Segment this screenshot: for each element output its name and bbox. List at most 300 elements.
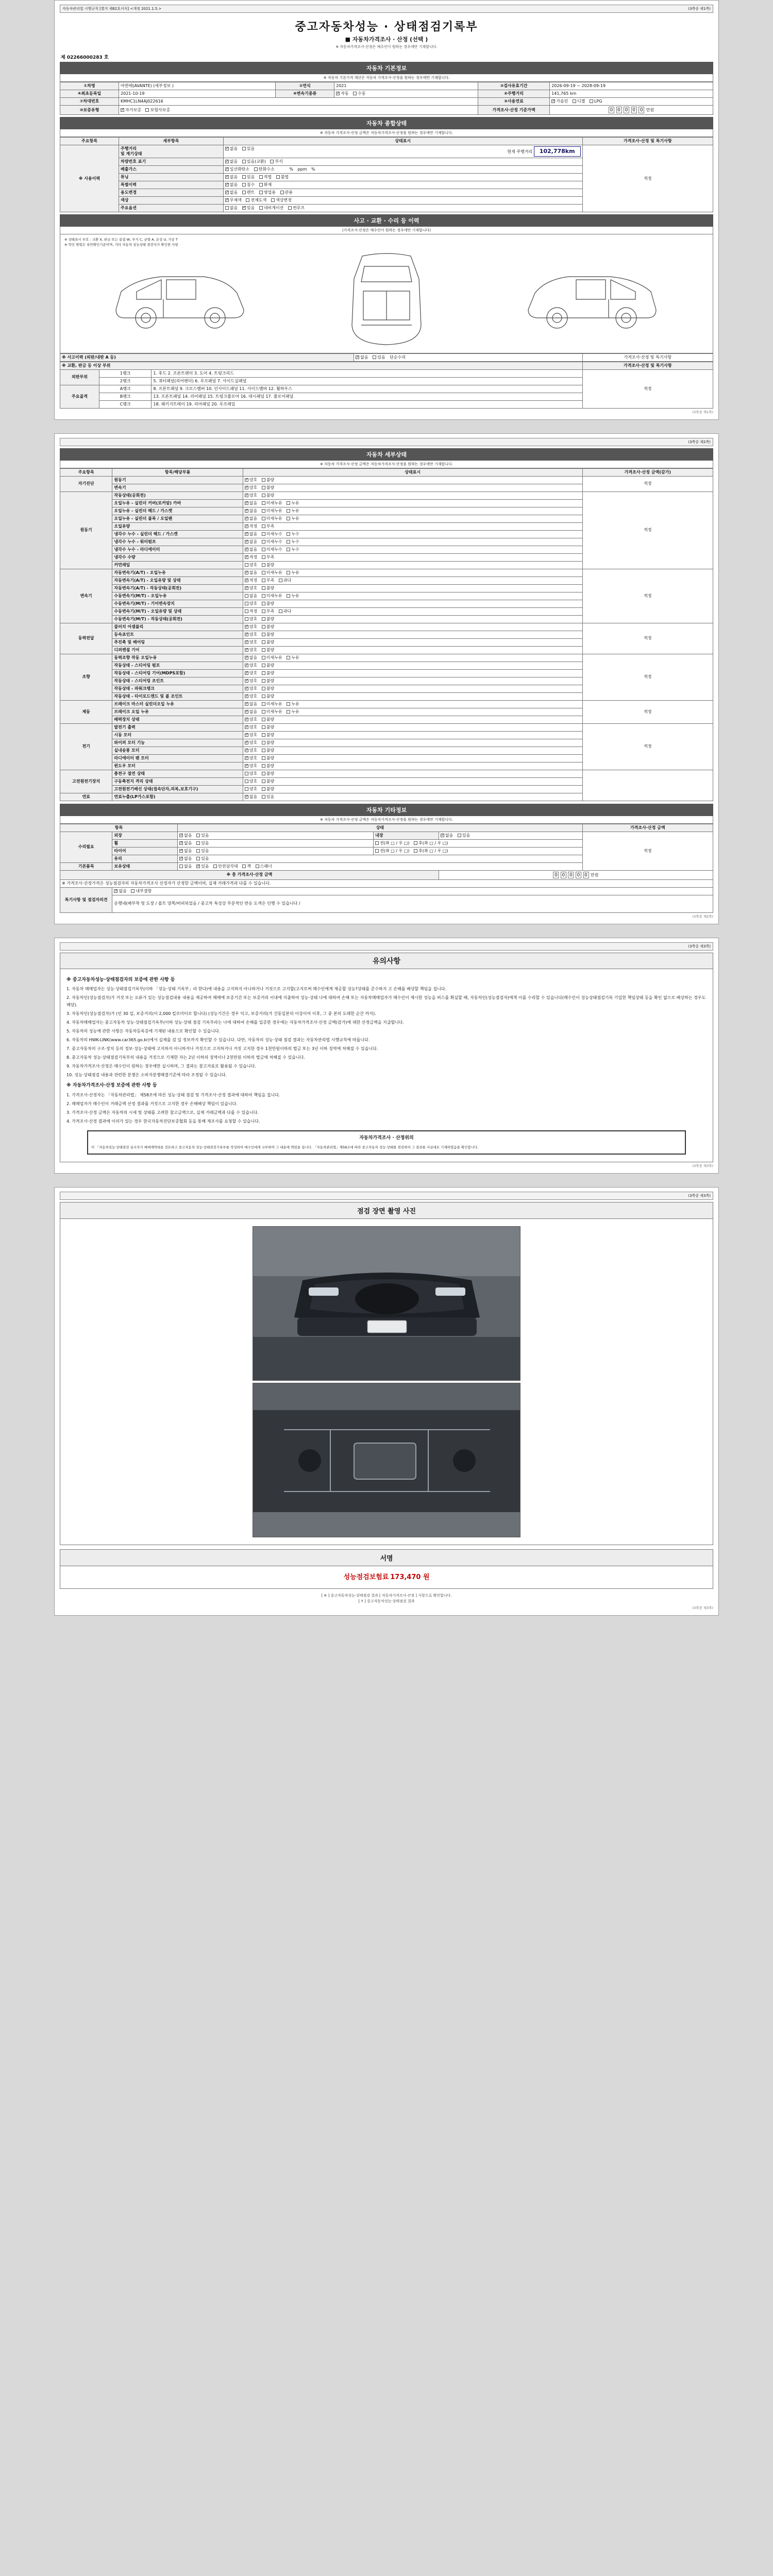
docno-value: 02266000283: [66, 55, 103, 60]
checkbox-fuel-leak-yes[interactable]: [262, 795, 265, 799]
checkbox-diff-ng[interactable]: [262, 648, 265, 652]
checkbox-wheel-rear[interactable]: [414, 841, 417, 845]
car-diagram-right-side-icon: [518, 248, 667, 346]
checkbox-hv-wiring-ok[interactable]: [245, 787, 248, 791]
value-car-name: 아반떼(AVANTE) (세부정보 ): [119, 82, 276, 90]
checkbox-at-leak-minor[interactable]: [262, 571, 265, 574]
checkbox-at-operation-ng[interactable]: [262, 586, 265, 590]
checkbox-fuel-gasoline[interactable]: [551, 99, 555, 103]
checkbox-accident-none[interactable]: [356, 355, 359, 359]
page-2-bottom-badge: (3쪽중 제2쪽): [692, 914, 713, 919]
checkbox-wheel-none[interactable]: [179, 841, 183, 845]
detail-item-1-4-label: 오일유량: [112, 522, 243, 530]
checkbox-use-official[interactable]: [280, 191, 284, 194]
checkbox-color-part[interactable]: [271, 198, 275, 202]
checkbox-use-rent[interactable]: [242, 191, 246, 194]
checkbox-cvjoint-ng[interactable]: [262, 633, 265, 636]
detail-item-1-3-state: ✓ 없음 미세누유 누유: [243, 515, 582, 522]
page-4-topbar: [60, 1192, 713, 1200]
detail-item-2-3-state: 없음 미세누유 누유: [243, 592, 582, 600]
inspection-insurance-fee-label: 성능점검보험료: [343, 1573, 389, 1581]
checkbox-booster-ng[interactable]: [262, 718, 265, 721]
checkbox-oilpan-none[interactable]: [245, 517, 248, 520]
notice-item-7: 8. 중고자동차 성능·상태점검기록부의 내용을 거짓으로 기재한 자는 2년 이하의 징역이나 2천만원 이하의 벌금에 처해질 수 있습니다.: [66, 1055, 305, 1060]
checkbox-wiper-ok[interactable]: [245, 741, 248, 744]
detail-item-6-1-label: 시동 모터: [112, 731, 243, 739]
page-number-4: (3쪽중 제3쪽): [688, 1193, 711, 1198]
checkbox-transmission-manual[interactable]: [353, 92, 357, 95]
checkbox-blower-ok[interactable]: [245, 749, 248, 752]
detail-adj-transmission: 적정: [582, 569, 713, 623]
checkbox-steerjoint-ng[interactable]: [262, 679, 265, 683]
checkbox-head-gasket-leak[interactable]: [287, 509, 290, 513]
detail-group-powertrain: 동력전달: [60, 623, 112, 654]
checkbox-hv-charge-ng[interactable]: [262, 772, 265, 775]
checkbox-color-full[interactable]: [246, 198, 249, 202]
checkbox-clutch-ng[interactable]: [262, 625, 265, 629]
page-3: [54, 938, 719, 1174]
etc-row-0-label: 외장: [112, 832, 178, 839]
checkbox-oil-level-ok[interactable]: [245, 524, 248, 528]
checkbox-special-note-none[interactable]: [114, 889, 117, 893]
checkbox-wheel-yes[interactable]: [196, 841, 200, 845]
detail-item-2-6-label: 수동변속기(M/T) - 작동상태(공회전): [112, 615, 243, 623]
checkbox-cvjoint-ok[interactable]: [245, 633, 248, 636]
label-vin: ⑦차대번호: [60, 98, 119, 106]
checkbox-tire-yes[interactable]: [196, 849, 200, 853]
checkbox-powercrank-ok[interactable]: [245, 687, 248, 690]
detail-item-4-2-state: ✓ 양호 불량: [243, 669, 582, 677]
checkbox-oilpan-minor[interactable]: [262, 517, 265, 520]
label-car-name: ①차명: [60, 82, 119, 90]
checkbox-radiatorfan-ng[interactable]: [262, 756, 265, 760]
checkbox-radiator-minor[interactable]: [262, 548, 265, 551]
page-number-2: (3쪽중 제2쪽): [688, 439, 711, 444]
checkbox-tire-none[interactable]: [179, 849, 183, 853]
checkbox-fuel-lpg[interactable]: [590, 99, 593, 103]
notice-item-0: 1. 자동차 매매업자는 성능·상태점검기록부(이하 「성능·상태 기록부」라 한다)에 내용을 고지하지 아니하거나 거짓으로 고지할(고지로써 매수인에게 제공할 성능?상태를 준수하지 고 손해를 배상할 책임을 집니다.: [66, 987, 447, 992]
checkbox-starter-ok[interactable]: [245, 733, 248, 737]
checkbox-radiator-none[interactable]: [245, 548, 248, 551]
checkbox-option-yes[interactable]: [242, 206, 246, 210]
signature-section-title: 서명: [60, 1549, 713, 1566]
checkbox-option-nav[interactable]: [259, 206, 263, 210]
transmission-auto-label: 자동: [341, 91, 349, 96]
detail-adj-powertrain: 적정: [582, 623, 713, 654]
notice-sub-item-2: 3. 가격조사·산정 금액은 자동차의 시세 및 상태를 고려한 참고금액으로, 실제 거래금액과 다를 수 있습니다.: [66, 1110, 259, 1115]
checkbox-at-leak-none[interactable]: [245, 571, 248, 574]
detail-item-4-0-label: 동력조향 작동 오일누유: [112, 654, 243, 662]
value-warranty: ✓ 자가보증 보험사보증: [119, 106, 478, 115]
value-vin: KMHC1LN4AJ022616: [119, 98, 478, 106]
value-mileage: 141,765 km: [550, 90, 713, 98]
checkbox-steerjoint-ok[interactable]: [245, 679, 248, 683]
checkbox-steergear-ok[interactable]: [245, 671, 248, 675]
checkbox-warranty-insurer[interactable]: [145, 108, 149, 112]
checkbox-brakeoil-none[interactable]: [245, 710, 248, 714]
detail-item-1-4-state: ✓ 적정 부족: [243, 522, 582, 530]
checkbox-powercrank-ng[interactable]: [262, 687, 265, 690]
checkbox-basic-none[interactable]: [179, 865, 183, 868]
checkbox-mt-leak-none[interactable]: [245, 594, 248, 598]
car-diagram-top-view-icon: [338, 248, 435, 351]
checkbox-fuel-diesel[interactable]: [573, 99, 576, 103]
detail-group-brake: 제동: [60, 700, 112, 723]
checkbox-warranty-self[interactable]: [121, 108, 124, 112]
detail-item-7-0-state: 양호 불량: [243, 770, 582, 777]
detail-item-1-5-state: ✓ 없음 미세누수 누수: [243, 530, 582, 538]
checkbox-tuning-none[interactable]: [225, 175, 229, 179]
page-4-bottom-badge: (3쪽중 제3쪽): [692, 1606, 713, 1611]
detail-item-6-1-state: ✓ 양호 불량: [243, 731, 582, 739]
checkbox-windowmotor-ok[interactable]: [245, 764, 248, 768]
notice-item-9: 10. 성능·상태점검 내용과 관련한 분쟁은 소비자분쟁해결기준에 따라 조정될 수 있습니다.: [66, 1073, 227, 1078]
checkbox-exterior-none[interactable]: [179, 834, 183, 837]
checkbox-selfdiag-trans-ok[interactable]: [245, 486, 248, 489]
detail-item-6-0-state: ✓ 양호 불량: [243, 723, 582, 731]
checkbox-head-gasket-minor[interactable]: [262, 509, 265, 513]
checkbox-coolant-level-low[interactable]: [262, 555, 265, 559]
notice-body: [60, 969, 713, 1162]
section-etc-header: 자동차 기타정보: [60, 804, 713, 816]
etc-total-value: [439, 870, 713, 879]
accident-adj-label: 가격조사·산정 및 특기사항: [582, 353, 713, 361]
overall-col-main: 주요항목: [60, 138, 119, 145]
detail-group-transmission: 변속기: [60, 569, 112, 623]
checkbox-brakeoil-minor[interactable]: [262, 710, 265, 714]
section-accident-subnote: (가격조사·산정은 매수인이 원하는 경우에만 기재합니다): [60, 227, 713, 234]
detail-item-3-1-label: 등속죠인트: [112, 631, 243, 638]
detail-item-2-5-state: 적정 부족 과다: [243, 607, 582, 615]
section-overall-state-subnote: ※ 자동차 가격조사·산정 금액은 자동차가격조사·산정을 원하는 경우에만 기재합니다.: [60, 129, 713, 137]
checkbox-oil-level-low[interactable]: [262, 524, 265, 528]
detail-adj-engine: 적정: [582, 492, 713, 569]
checkbox-at-operation-ok[interactable]: [245, 586, 248, 590]
checkbox-at-level-low[interactable]: [262, 579, 265, 582]
checkbox-emission-hc[interactable]: [254, 167, 258, 171]
checkbox-basic-jack[interactable]: [242, 865, 246, 868]
notice-sub-item-0: 1. 가격조사·산정자는 「자동차관리법」 제58조에 따른 성능·상태 점검 및 가격조사·산정 결과에 대하여 책임을 집니다.: [66, 1093, 280, 1097]
checkbox-selfdiag-trans-ng[interactable]: [262, 486, 265, 489]
detail-group-steering: 조향: [60, 654, 112, 700]
checkbox-mt-leak-leak[interactable]: [287, 594, 290, 598]
checkbox-mt-operation-ok[interactable]: [245, 617, 248, 621]
detail-col-state: 상태표시: [243, 468, 582, 476]
detail-item-4-1-state: ✓ 양호 불량: [243, 662, 582, 669]
base-price-digit-3: 0: [631, 107, 637, 113]
value-first-reg: 2021-10-19: [119, 90, 276, 98]
etc-row-0-state2: ✓ 없음 있음: [439, 832, 582, 839]
detail-item-2-2-state: ✓ 양호 불량: [243, 584, 582, 592]
base-price-unit: 만원: [646, 108, 654, 112]
total-digit-1: 0: [561, 872, 566, 878]
detail-item-0-1-label: 변속기: [112, 484, 243, 492]
checkbox-at-leak-leak[interactable]: [287, 571, 290, 574]
checkbox-plate-ok[interactable]: [225, 160, 229, 163]
detail-item-7-2-label: 고전원전기배선 상태(접속단자,피복,보호기구): [112, 785, 243, 793]
etc-col-state: 상태: [178, 824, 583, 832]
detail-item-5-2-label: 배력장치 상태: [112, 716, 243, 723]
detail-item-3-2-label: 추진축 및 베어링: [112, 638, 243, 646]
checkbox-tire-rear[interactable]: [414, 849, 417, 853]
detail-item-1-1-state: ✓ 없음 미세누유 누유: [243, 499, 582, 507]
checkbox-commonrail-ng[interactable]: [262, 563, 265, 567]
detail-adj-hv: [582, 770, 713, 801]
checkbox-diff-ok[interactable]: [245, 648, 248, 652]
checkbox-mt-level-over[interactable]: [279, 609, 282, 613]
document-number-row: [60, 53, 713, 62]
checkbox-alternator-ng[interactable]: [262, 725, 265, 729]
notice-sub-item-3: 4. 가격조사·산정 결과에 이의가 있는 경우 한국자동차진단보증협회 등을 통해 재조사를 요청할 수 있습니다.: [66, 1119, 260, 1124]
detail-col-part: 항목/해당부품: [112, 468, 243, 476]
vehicle-underbody-photo-illustration: [253, 1383, 520, 1537]
checkbox-basic-spanner[interactable]: [256, 865, 259, 868]
total-digit-3: 0: [576, 872, 581, 878]
detail-item-3-3-state: ✓ 양호 불량: [243, 646, 582, 654]
checkbox-special-none[interactable]: [225, 183, 229, 187]
etc-row-0-label2: 내장: [374, 832, 439, 839]
checkbox-at-level-over[interactable]: [279, 579, 282, 582]
checkbox-wiper-ng[interactable]: [262, 741, 265, 744]
checkbox-propshaft-ok[interactable]: [245, 640, 248, 644]
detail-item-4-4-state: ✓ 양호 불량: [243, 685, 582, 692]
notice-item-8: 9. 자동차가격조사·산정은 매수인이 원하는 경우에만 실시하며, 그 결과는 참고자료로 활용될 수 있습니다.: [66, 1064, 256, 1069]
section-overall-state-header: 자동차 종합상태: [60, 117, 713, 129]
checkbox-rockercover-minor[interactable]: [262, 501, 265, 505]
checkbox-tierod-ng[interactable]: [262, 694, 265, 698]
parts-table-title: ※ 교환, 판금 등 이상 부위: [60, 362, 583, 369]
inspection-insurance-fee-value: 173,470 원: [390, 1573, 430, 1581]
checkbox-brakeoil-leak[interactable]: [287, 710, 290, 714]
checkbox-rockercover-leak[interactable]: [287, 501, 290, 505]
etc-total-note: ※ 가격조사·산정가격은 성능점검자의 자동차가격조사 산정자가 산정한 금액이며, 실제 거래가격과 다를 수 있습니다.: [60, 879, 713, 887]
detail-state-table: [60, 468, 713, 801]
docno-label: 제: [61, 55, 65, 60]
checkbox-tuning-illegal[interactable]: [276, 175, 280, 179]
detail-item-2-6-state: 양호 불량: [243, 615, 582, 623]
detail-col-main: 주요항목: [60, 468, 112, 476]
overall-item-accident-state: ✓ 없음 있음(교환) 부식: [223, 158, 582, 166]
detail-item-5-1-state: ✓ 없음 미세누유 누유: [243, 708, 582, 716]
checkbox-coolant-head-leak[interactable]: [287, 532, 290, 536]
etc-row-1-state: ✓ 없음 있음: [178, 839, 374, 847]
section-detail-state-subnote: ※ 자동차 가격조사·산정 금액은 자동차가격조사·산정을 원하는 경우에만 기재합니다.: [60, 461, 713, 468]
checkbox-mt-operation-ng[interactable]: [262, 617, 265, 621]
checkbox-color-original[interactable]: [225, 198, 229, 202]
checkbox-engine-idle-ok[interactable]: [245, 494, 248, 497]
checkbox-clutch-ok[interactable]: [245, 625, 248, 629]
checkbox-option-sunroof[interactable]: [288, 206, 292, 210]
overall-item-flood-label: 배출가스: [119, 166, 224, 174]
checkbox-tierod-ok[interactable]: [245, 694, 248, 698]
etc-adj-value: 적정: [582, 832, 713, 870]
page-4: [54, 1187, 719, 1616]
checkbox-plate-ng[interactable]: [242, 160, 246, 163]
detail-item-6-5-state: ✓ 양호 불량: [243, 762, 582, 770]
checkbox-mileage-abnormal[interactable]: [242, 147, 246, 150]
checkbox-plate-etc[interactable]: [270, 160, 274, 163]
checkbox-fuel-leak-none[interactable]: [245, 795, 248, 799]
checkbox-special-fire[interactable]: [259, 183, 263, 187]
checkbox-starter-ng[interactable]: [262, 733, 265, 737]
parts-row-3-text: 13. 프론트패널 14. 리어패널 15. 트렁크플로어 16. 대시패널 17. 플로어패널: [152, 393, 582, 400]
detail-item-3-0-state: ✓ 양호 불량: [243, 623, 582, 631]
checkbox-head-gasket-none[interactable]: [245, 509, 248, 513]
checkbox-radiator-leak[interactable]: [287, 548, 290, 551]
detail-item-4-4-label: 작동상태 - 파워크랭크: [112, 685, 243, 692]
checkbox-coolant-head-minor[interactable]: [262, 532, 265, 536]
checkbox-windowmotor-ng[interactable]: [262, 764, 265, 768]
checkbox-brakemaster-none[interactable]: [245, 702, 248, 706]
checkbox-booster-ok[interactable]: [245, 718, 248, 721]
checkbox-commonrail-ok[interactable]: [245, 563, 248, 567]
etc-info-table: [60, 824, 713, 913]
base-price-digit-2: 0: [624, 107, 629, 113]
detail-item-6-4-label: 라디에이터 팬 모터: [112, 754, 243, 762]
page-1: [54, 0, 719, 420]
detail-item-6-2-state: ✓ 양호 불량: [243, 739, 582, 747]
checkbox-use-none[interactable]: [225, 191, 229, 194]
page-number-1: (3쪽중 제1쪽): [688, 7, 711, 11]
checkbox-propshaft-ng[interactable]: [262, 640, 265, 644]
checkbox-mileage-normal[interactable]: [225, 147, 229, 150]
parts-rank-c: C랭크: [99, 400, 152, 408]
mileage-note-label: 현재 주행거리: [507, 149, 533, 155]
overall-item-color-label: 색상: [119, 197, 224, 205]
detail-adj-steering: 적정: [582, 654, 713, 700]
checkbox-special-note-defect[interactable]: [131, 889, 135, 893]
checkbox-hv-battery-ng[interactable]: [262, 779, 265, 783]
checkbox-use-business[interactable]: [259, 191, 263, 194]
checkbox-coolant-level-ok[interactable]: [245, 555, 248, 559]
value-fuel: ✓ 가솔린 디젤 LPG: [550, 98, 713, 106]
notice-sub-heading: ※ 자동차가격조사·산정 보증에 관한 사항 등: [66, 1083, 157, 1089]
checkbox-option-none[interactable]: [225, 206, 229, 210]
notice-item-3: 4. 자동차매매업자는 중고자동차 성능·상태점검기록부(이하 성능·상태 점검 기록부라는 나에 대하여 손해를 입증한 경우에는 자동차가격조사·산정 금액(감가)에 대한 산정금액을 지급합니다.: [66, 1020, 405, 1025]
special-opt-0: 없음: [119, 888, 127, 893]
checkbox-emission-gasoline[interactable]: [225, 167, 229, 171]
checkbox-alternator-ok[interactable]: [245, 725, 248, 729]
detail-item-0-1-state: ✓ 양호 불량: [243, 484, 582, 492]
checkbox-brakemaster-leak[interactable]: [287, 702, 290, 706]
checkbox-engine-idle-ng[interactable]: [262, 494, 265, 497]
etc-row-0-state: ✓ 없음 있음: [178, 832, 374, 839]
detail-item-1-2-label: 오일누유 - 실린더 헤드 / 가스켓: [112, 507, 243, 515]
checkbox-hv-wiring-ng[interactable]: [262, 787, 265, 791]
detail-group-hv: 고전원전기장치: [60, 770, 112, 793]
page-2-topbar: [60, 438, 713, 446]
label-warranty: ⑩보증유형: [60, 106, 119, 115]
checkbox-exterior-yes[interactable]: [196, 834, 200, 837]
checkbox-waterpump-leak[interactable]: [287, 540, 290, 544]
detail-item-4-5-label: 작동상태 - 타이로드엔드 및 볼 조인트: [112, 692, 243, 700]
checkbox-blower-ng[interactable]: [262, 749, 265, 752]
checkbox-radiatorfan-ok[interactable]: [245, 756, 248, 760]
checkbox-wheel-front[interactable]: [375, 841, 379, 845]
checkbox-tuning-legal[interactable]: [259, 175, 263, 179]
checkbox-mt-leak-minor[interactable]: [262, 594, 265, 598]
label-mileage: ⑥주행거리: [478, 90, 549, 98]
fuel-selected-label: 가솔린: [556, 99, 568, 104]
checkbox-transmission-auto[interactable]: [336, 92, 340, 95]
checkbox-tire-front[interactable]: [375, 849, 379, 853]
page-number-3: (3쪽중 제3쪽): [688, 944, 711, 948]
checkbox-waterpump-none[interactable]: [245, 540, 248, 544]
checkbox-waterpump-minor[interactable]: [262, 540, 265, 544]
label-transmission: ⑧변속기종류: [276, 90, 334, 98]
checkbox-oilpan-leak[interactable]: [287, 517, 290, 520]
value-base-price: [550, 106, 713, 115]
accident-none-label: 없음: [360, 354, 368, 360]
checkbox-steerpump-ok[interactable]: [245, 664, 248, 667]
mileage-display: 102,778km: [534, 146, 581, 157]
label-base-price: 가격조사·산정 기준가액: [478, 106, 549, 115]
checkbox-mt-gear-ok[interactable]: [245, 602, 248, 605]
section-accident-header: 사고 · 교환 · 수리 등 이력: [60, 214, 713, 227]
detail-item-2-3-label: 수동변속기(M/T) - 오일누유: [112, 592, 243, 600]
overall-item-option-label: 주요옵션: [119, 205, 224, 212]
checkbox-tuning-yes[interactable]: [242, 175, 246, 179]
detail-item-2-5-label: 수동변속기(M/T) - 오일유량 및 상태: [112, 607, 243, 615]
section-basic-info-subnote: ※ 자동차 기본가격 계산은 자동차 가격조사·산정을 원하는 경우에만 기재합니다.: [60, 74, 713, 82]
checkbox-basic-triangle[interactable]: [213, 865, 217, 868]
special-note-label: 특기사항 및 점검자의견: [60, 887, 112, 912]
checkbox-selfdiag-engine-ng[interactable]: [262, 478, 265, 482]
checkbox-mt-level-ok[interactable]: [245, 609, 248, 613]
checkbox-coolant-head-none[interactable]: [245, 532, 248, 536]
checkbox-mt-level-low[interactable]: [262, 609, 265, 613]
checkbox-psoil-leak[interactable]: [287, 656, 290, 659]
checkbox-interior-none[interactable]: [441, 834, 444, 837]
overall-item-flood-state: ✓ 일산화탄소 탄화수소 % ppm %: [223, 166, 582, 174]
detail-item-5-0-state: ✓ 없음 미세누유 누유: [243, 700, 582, 708]
parts-row-2-text: 8. 프론트패널 9. 크로스멤버 10. 인사이드패널 11. 사이드멤버 12. 휠하우스: [152, 385, 582, 393]
section-detail-state-header: 자동차 세부상태: [60, 448, 713, 461]
detail-item-1-1-label: 오일누유 - 실린더 커버(로커암) 카바: [112, 499, 243, 507]
parts-row-0-text: 1. 후드 2. 프론트팬더 3. 도어 4. 트렁크리드: [152, 369, 582, 377]
checkbox-steerpump-ng[interactable]: [262, 664, 265, 667]
checkbox-psoil-minor[interactable]: [262, 656, 265, 659]
checkbox-hv-battery-ok[interactable]: [245, 779, 248, 783]
exchange-parts-table: [60, 362, 713, 409]
detail-group-fuel: 연료: [60, 793, 112, 801]
label-year: ②연식: [276, 82, 334, 90]
checkbox-glass-yes[interactable]: [196, 857, 200, 860]
checkbox-steergear-ng[interactable]: [262, 671, 265, 675]
detail-item-2-4-state: 양호 불량: [243, 600, 582, 607]
checkbox-accident-yes[interactable]: [373, 355, 376, 359]
checkbox-selfdiag-engine-ok[interactable]: [245, 478, 248, 482]
checkbox-special-flood[interactable]: [242, 183, 246, 187]
detail-item-4-1-label: 작동상태 - 스티어링 펌프: [112, 662, 243, 669]
checkbox-rockercover-none[interactable]: [245, 501, 248, 505]
checkbox-at-level-ok[interactable]: [245, 579, 248, 582]
declaration-box: [87, 1130, 686, 1155]
checkbox-glass-none[interactable]: [179, 857, 183, 860]
detail-col-adj: 가격조사·산정 금액(감가): [582, 468, 713, 476]
etc-cat-repair: 수리필요: [60, 832, 112, 862]
detail-item-4-2-label: 작동상태 - 스티어링 기어(MDPS포함): [112, 669, 243, 677]
checkbox-brakemaster-minor[interactable]: [262, 702, 265, 706]
overall-item-color-state: ✓ 무채색 전체도색 색상변경: [223, 197, 582, 205]
checkbox-hv-charge-ok[interactable]: [245, 772, 248, 775]
checkbox-basic-yes[interactable]: [196, 865, 200, 868]
checkbox-psoil-none[interactable]: [245, 656, 248, 659]
checkbox-interior-yes[interactable]: [458, 834, 461, 837]
checkbox-mt-gear-ng[interactable]: [262, 602, 265, 605]
overall-col-adj: 가격조사·산정 및 특기사항: [582, 138, 713, 145]
detail-item-1-3-label: 오일누유 - 실린더 블록 / 오일팬: [112, 515, 243, 522]
